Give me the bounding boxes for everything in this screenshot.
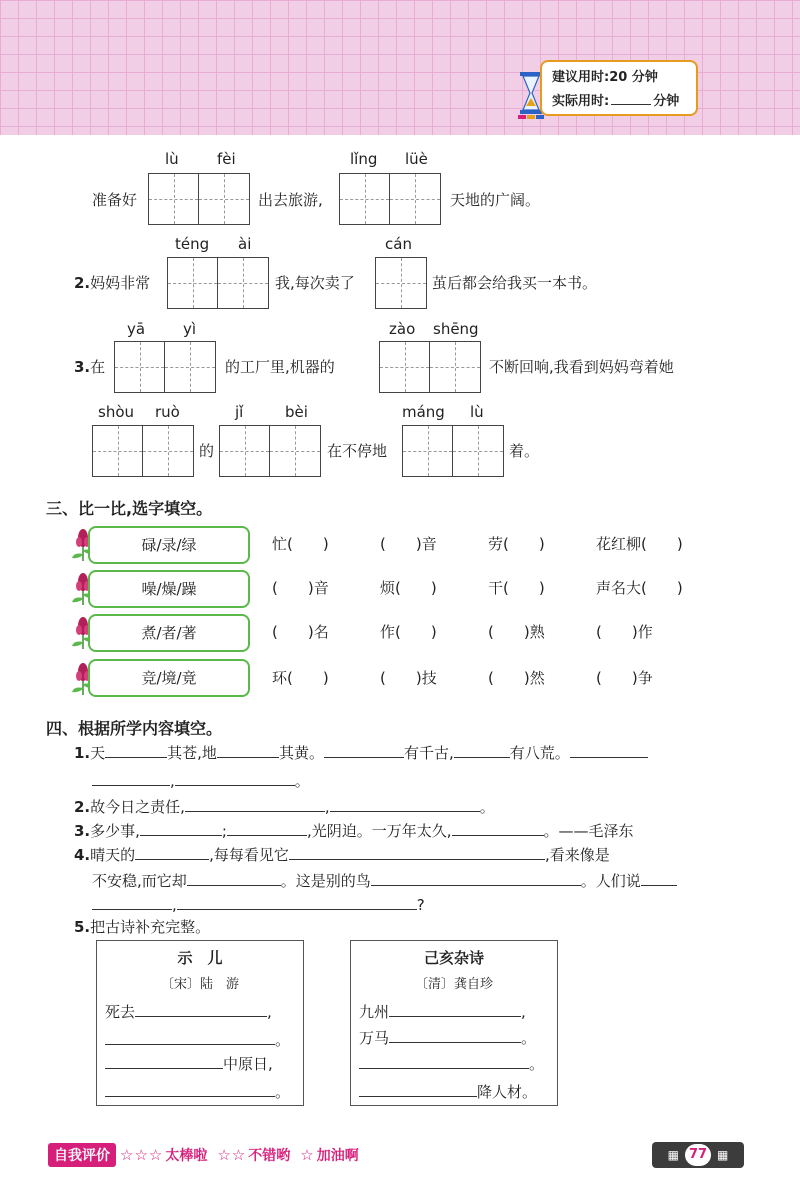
answer-blank[interactable] [454, 742, 510, 758]
writing-grid[interactable] [219, 425, 321, 477]
pinyin: zào [389, 320, 416, 338]
star-icon[interactable]: ☆☆ [217, 1146, 247, 1164]
poem-blank[interactable] [389, 1001, 521, 1017]
answer-blank[interactable] [185, 796, 325, 812]
pinyin: lù [165, 150, 179, 168]
answer-blank[interactable] [135, 844, 209, 860]
char-group-box: 噪/燥/躁 [88, 570, 250, 608]
answer-blank[interactable] [641, 870, 677, 886]
poem-title: 己亥杂诗 [423, 949, 484, 967]
char-group-box: 碌/录/绿 [88, 526, 250, 564]
fill-item[interactable]: ( )技 [380, 669, 437, 687]
fill-item[interactable]: 环( ) [272, 669, 329, 687]
time-box [540, 60, 698, 116]
fill-item[interactable]: 烦( ) [380, 579, 437, 597]
question-3: 3.多少事, ; ,光阴迫。一万年太久, 。——毛泽东 [74, 822, 634, 840]
pinyin: shòu [98, 403, 135, 421]
sentence-text: 着。 [509, 442, 540, 460]
fill-item[interactable]: 作( ) [380, 623, 437, 641]
answer-blank[interactable] [92, 894, 172, 910]
answer-blank[interactable] [217, 742, 279, 758]
question-5: 5.把古诗补充完整。 [74, 918, 211, 936]
page-number-badge [652, 1142, 744, 1168]
sentence-text: 在不停地 [327, 442, 388, 460]
writing-grid[interactable] [92, 425, 194, 477]
fill-item[interactable]: ( )然 [488, 669, 545, 687]
question-number: 2.妈妈非常 [74, 274, 151, 292]
fill-item[interactable]: ( )熟 [488, 623, 545, 641]
answer-blank[interactable] [371, 870, 581, 886]
eval-level-1: 太棒啦 [165, 1148, 208, 1164]
sentence-text: 不断回响,我看到妈妈弯着她 [489, 358, 674, 376]
char-group-box: 煮/者/著 [88, 614, 250, 652]
answer-blank[interactable] [324, 742, 404, 758]
fill-item[interactable]: 干( ) [488, 579, 545, 597]
fill-item[interactable]: ( )音 [272, 579, 329, 597]
question-1-cont: , 。 [92, 770, 310, 792]
poem-author: 〔清〕龚自珍 [414, 977, 493, 992]
answer-blank[interactable] [105, 742, 167, 758]
self-eval-label: 自我评价 [48, 1143, 116, 1167]
self-evaluation-bar [48, 1142, 369, 1168]
writing-grid[interactable] [402, 425, 504, 477]
poem-line: 中原日, [105, 1053, 273, 1074]
section-title-compare: 三、比一比,选字填空。 [46, 499, 213, 518]
sentence-text: 的工厂里,机器的 [225, 358, 335, 376]
question-4-cont: 不安稳,而它却 。这是别的鸟 。人们说 [92, 870, 677, 892]
char-group-box: 竞/境/竟 [88, 659, 250, 697]
fill-item[interactable]: 声名大( ) [596, 579, 683, 597]
fill-item[interactable]: ( )音 [380, 535, 437, 553]
writing-grid[interactable] [339, 173, 441, 225]
pinyin: lù [470, 403, 484, 421]
sentence-text: 准备好 [92, 191, 138, 209]
pinyin: ài [238, 235, 252, 253]
suggested-time: 建议用时:20 分钟 [552, 70, 658, 85]
page-number: 77 [685, 1144, 711, 1166]
answer-blank[interactable] [187, 870, 281, 886]
pinyin: téng [175, 235, 210, 253]
actual-time-label: 实际用时: [552, 94, 610, 109]
answer-blank[interactable] [570, 742, 648, 758]
pinyin: máng [402, 403, 445, 421]
answer-blank[interactable] [452, 820, 544, 836]
question-4-cont2: , ? [92, 894, 425, 916]
sentence-text: 的 [199, 442, 215, 460]
eval-level-2: 不错哟 [248, 1148, 291, 1164]
pinyin: lǐng [350, 150, 378, 168]
poem-line: 。 [105, 1029, 290, 1050]
sentence-text: 出去旅游, [258, 191, 323, 209]
pinyin: fèi [217, 150, 236, 168]
writing-grid[interactable] [379, 341, 481, 393]
sentence-text: 我,每次卖了 [275, 274, 355, 292]
answer-blank[interactable] [330, 796, 480, 812]
answer-blank[interactable] [175, 770, 295, 786]
poem-blank[interactable] [105, 1029, 275, 1045]
poem-line: 。 [359, 1053, 544, 1074]
fill-item[interactable]: ( )名 [272, 623, 329, 641]
section-title-fill: 四、根据所学内容填空。 [46, 719, 223, 738]
poem-line: 。 [105, 1081, 290, 1102]
sentence-text: 茧后都会给我买一本书。 [432, 274, 598, 292]
answer-blank[interactable] [140, 820, 222, 836]
poem-box-jihai [350, 940, 558, 1106]
answer-blank[interactable] [227, 820, 307, 836]
pinyin: ruò [155, 403, 180, 421]
actual-time-unit: 分钟 [653, 94, 680, 109]
poem-author: 〔宋〕陆 游 [160, 977, 239, 992]
question-4: 4.晴天的 ,每每看见它 ,看来像是 [74, 846, 610, 864]
fill-item[interactable]: 劳( ) [488, 535, 545, 553]
question-number: 3.在 [74, 358, 106, 376]
fill-item[interactable]: 忙( ) [272, 535, 329, 553]
grid-icon: ▦ [717, 1148, 729, 1162]
answer-blank[interactable] [289, 844, 545, 860]
pinyin: bèi [285, 403, 308, 421]
poem-blank[interactable] [359, 1081, 477, 1097]
grid-icon: ▦ [667, 1148, 679, 1162]
fill-item[interactable]: ( )作 [596, 623, 653, 641]
poem-blank[interactable] [389, 1027, 521, 1043]
poem-line: 九州 , [359, 1003, 526, 1021]
pinyin: lüè [405, 150, 428, 168]
pinyin: shēng [433, 320, 479, 338]
fill-item[interactable]: 花红柳( ) [596, 535, 683, 553]
poem-blank[interactable] [135, 1001, 267, 1017]
poem-blank[interactable] [105, 1081, 275, 1097]
eval-level-3: 加油啊 [316, 1148, 359, 1164]
poem-blank[interactable] [105, 1053, 223, 1069]
poem-line: 死去 , [105, 1003, 272, 1021]
pinyin: cán [385, 235, 412, 253]
answer-blank[interactable] [177, 894, 417, 910]
pinyin: jǐ [235, 403, 244, 421]
writing-grid[interactable] [114, 341, 216, 393]
poem-line: 降人材。 [359, 1081, 537, 1102]
poem-line: 万马 。 [359, 1029, 537, 1047]
fill-item[interactable]: ( )争 [596, 669, 653, 687]
star-icon[interactable]: ☆☆☆ [120, 1146, 164, 1164]
poem-box-shier [96, 940, 304, 1106]
question-1: 1.天 其苍,地 其黄。 有千古, 有八荒。 [74, 742, 648, 764]
sentence-text: 天地的广阔。 [450, 191, 541, 209]
answer-blank[interactable] [92, 770, 170, 786]
actual-time-blank[interactable] [611, 91, 651, 105]
writing-grid[interactable] [167, 257, 269, 309]
pinyin: yā [127, 320, 146, 338]
poem-blank[interactable] [359, 1053, 529, 1069]
writing-grid[interactable] [148, 173, 250, 225]
question-2: 2.故今日之责任, , 。 [74, 798, 495, 816]
star-icon[interactable]: ☆ [300, 1146, 315, 1164]
writing-grid[interactable] [375, 257, 427, 309]
pinyin: yì [183, 320, 197, 338]
poem-title: 示 儿 [177, 949, 223, 967]
